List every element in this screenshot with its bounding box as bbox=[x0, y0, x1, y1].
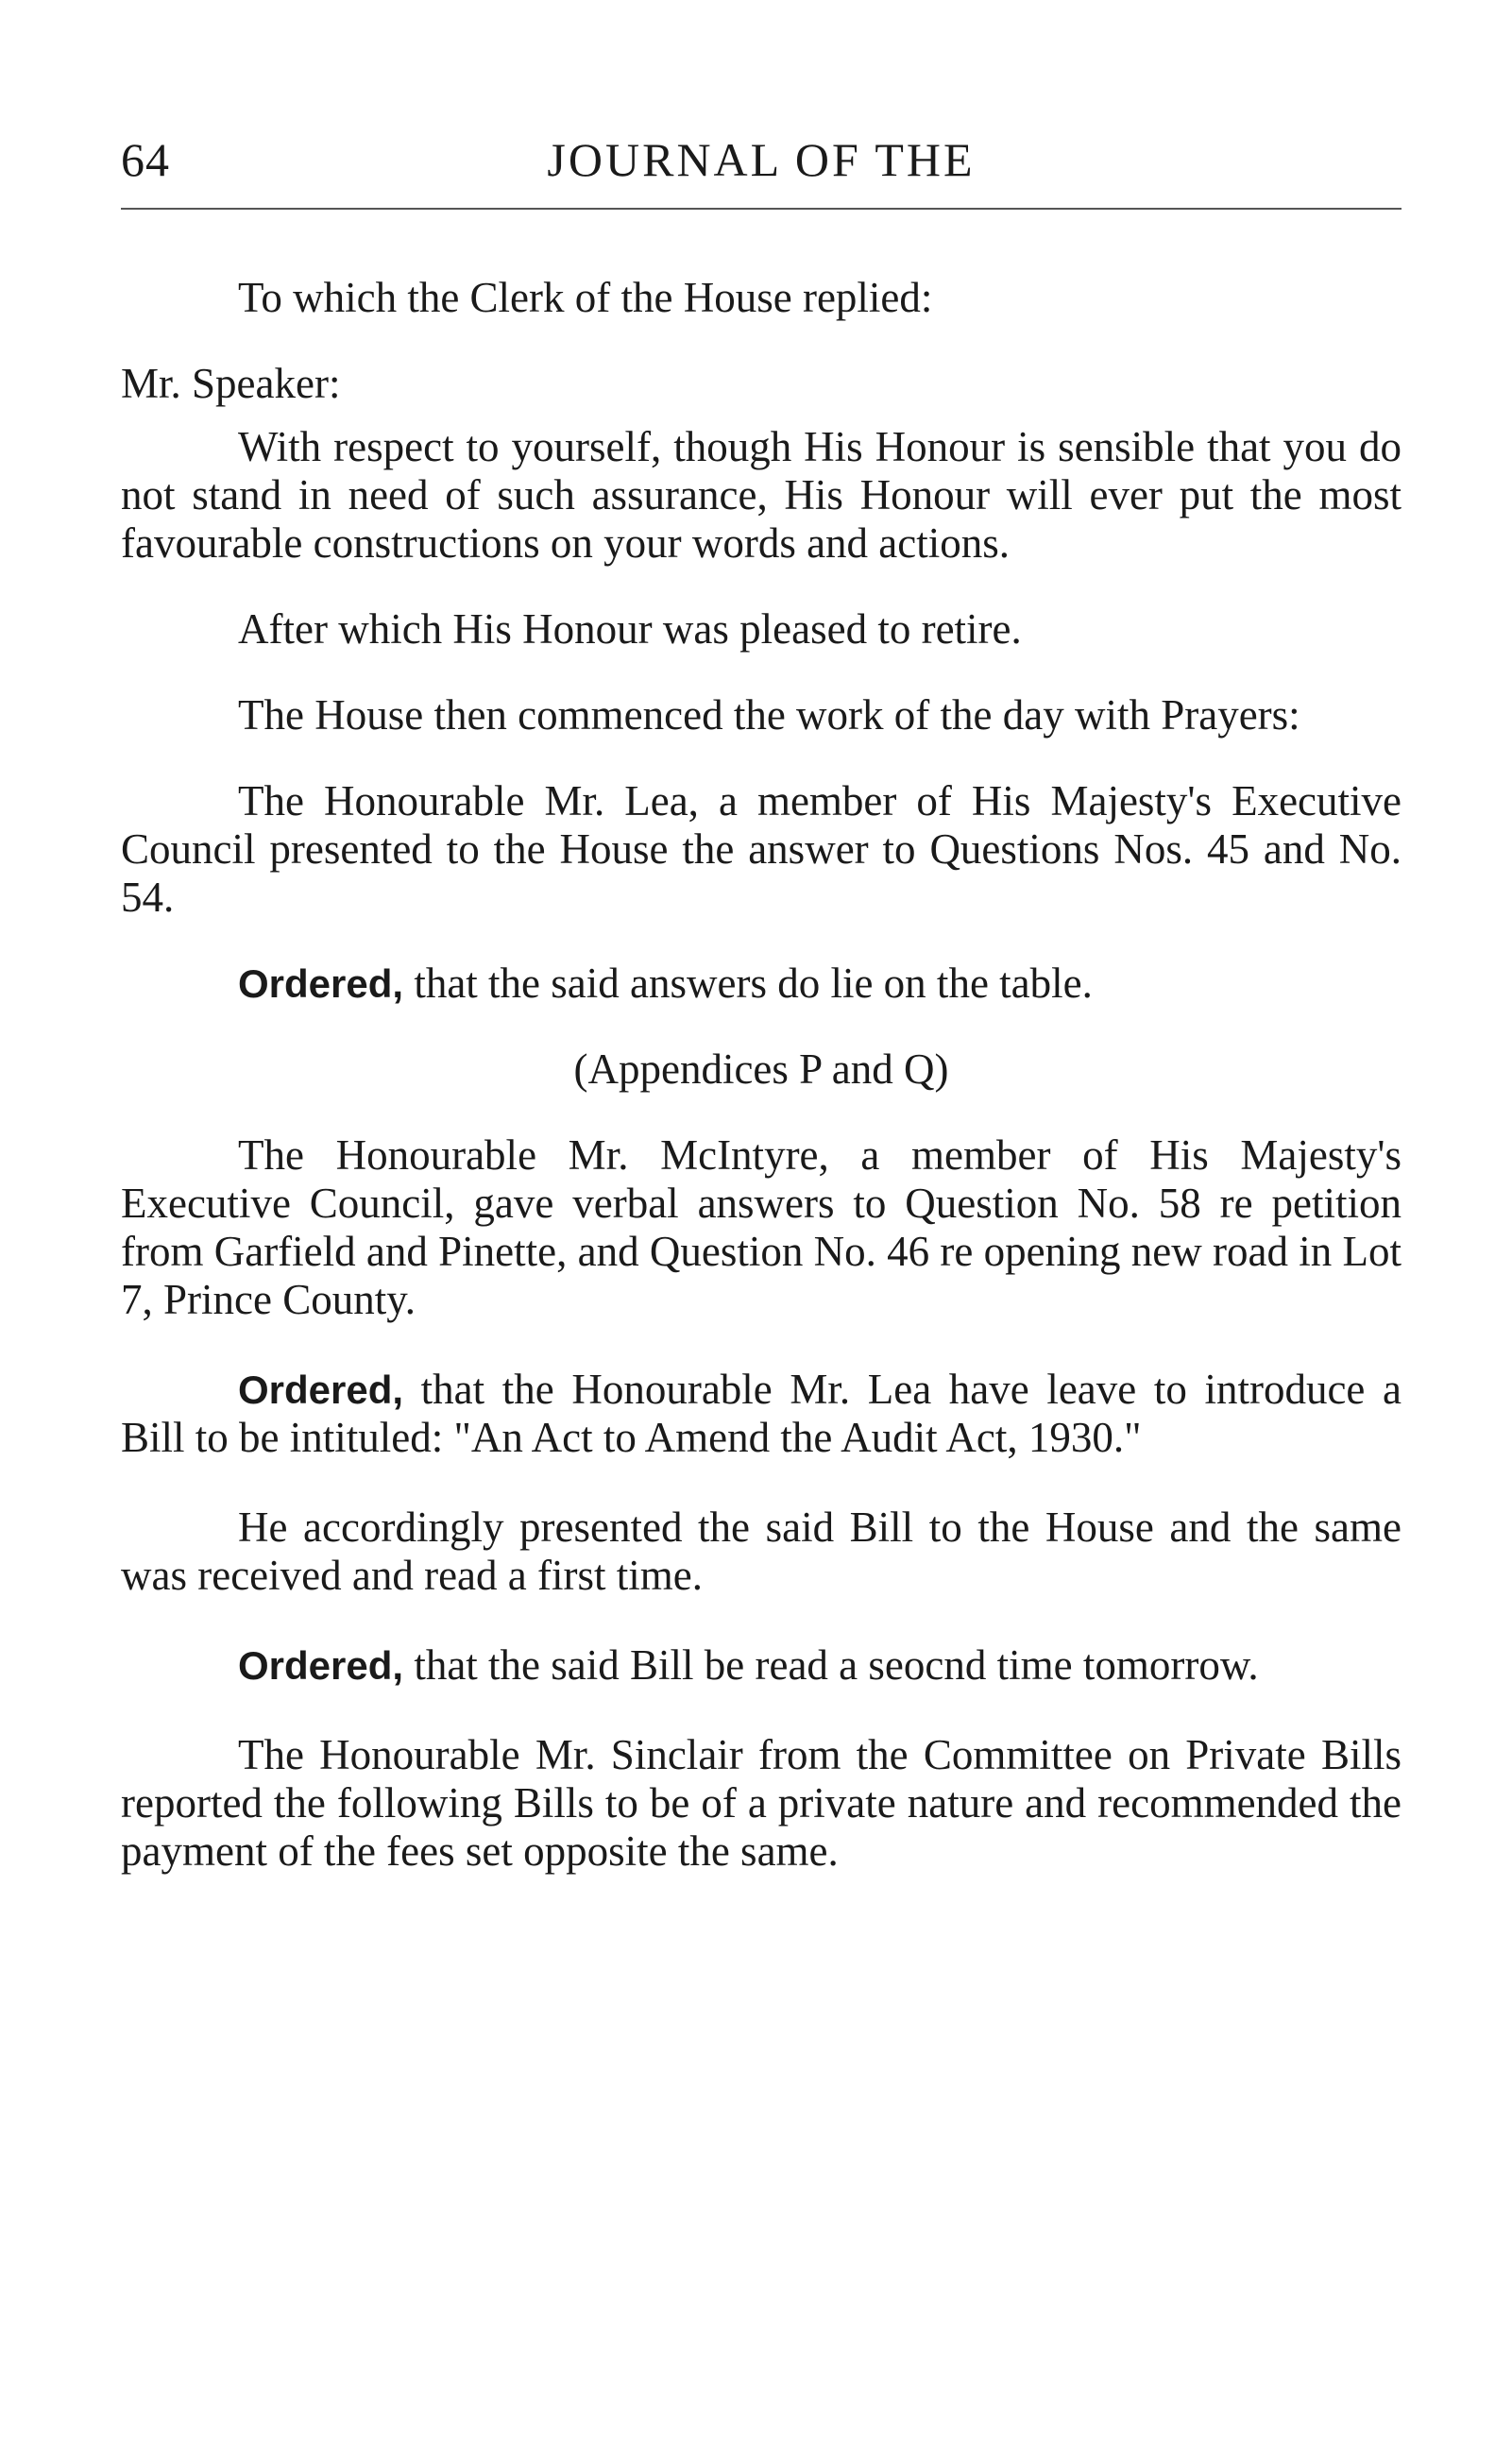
paragraph-prayers: The House then commenced the work of the day with Prayers: bbox=[238, 691, 1300, 739]
paragraph-retire: After which His Honour was pleased to retire. bbox=[238, 605, 1022, 653]
paragraph-ordered-table bbox=[121, 960, 1402, 1008]
ordered-lead: Ordered, bbox=[238, 1368, 404, 1412]
paragraph-private-bills: The Honourable Mr. Sinclair from the Committee on Private Bills reported the following Bills to be of a private nature and recommended the payment of the fees set opposite the same. bbox=[121, 1731, 1402, 1875]
paragraph-salutation: Mr. Speaker: bbox=[121, 360, 341, 407]
page-header bbox=[121, 132, 1402, 198]
running-head: JOURNAL OF THE bbox=[547, 133, 976, 186]
ordered-lead: Ordered, bbox=[238, 961, 404, 1006]
paragraph-ordered-leave bbox=[121, 1366, 1402, 1462]
ordered-text: that the Honourable Mr. Lea have leave to introduce a Bill to be intituled: "An Act to Amend the Audit Act, 1930." bbox=[121, 1366, 1402, 1461]
page-number: 64 bbox=[121, 133, 170, 186]
paragraph-respect: With respect to yourself, though His Honour is sensible that you do not stand in need of such assurance, His Honour will ever put the most favourable constructions on your words and actions. bbox=[121, 423, 1402, 567]
journal-body bbox=[121, 274, 1402, 1876]
paragraph-lea-answers: The Honourable Mr. Lea, a member of His Majesty's Executive Council presented to the House the answer to Questions Nos. 45 and No. 54. bbox=[121, 777, 1402, 921]
paragraph-appendices: (Appendices P and Q) bbox=[573, 1045, 949, 1093]
paragraph-first-reading: He accordingly presented the said Bill to the House and the same was received and read a first time. bbox=[121, 1504, 1402, 1599]
paragraph-mcintyre-answers: The Honourable Mr. McIntyre, a member of His Majesty's Executive Council, gave verbal answers to Question No. 58 re petition from Garfield and Pinette, and Question No. 46 re opening new road in Lot 7, Prince County. bbox=[121, 1131, 1402, 1323]
paragraph-ordered-second-reading bbox=[121, 1641, 1402, 1690]
ordered-text: that the said answers do lie on the table. bbox=[403, 960, 1093, 1007]
ordered-text: that the said Bill be read a seocnd time tomorrow. bbox=[403, 1641, 1259, 1689]
header-rule bbox=[121, 208, 1402, 210]
ordered-lead: Ordered, bbox=[238, 1643, 404, 1688]
paragraph-clerk-replied: To which the Clerk of the House replied: bbox=[238, 274, 933, 321]
